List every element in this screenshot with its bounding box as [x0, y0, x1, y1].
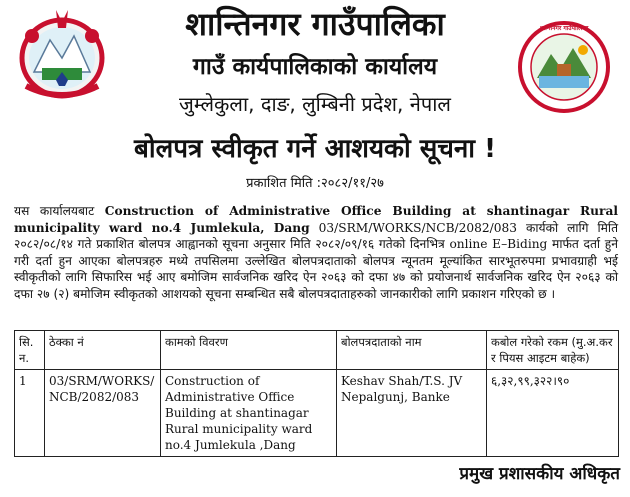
office-address: जुम्लेकुला, दाङ, लुम्बिनी प्रदेश, नेपाल	[179, 92, 451, 116]
body-contract-no: 03/SRM/WORKS/NCB/2082/083	[318, 220, 518, 235]
header-amount: कबोल गरेको रकम (मु.अ.कर र पियस आइटम बाहेक)	[487, 331, 619, 370]
cell-amount: ६,३२,९९,३२२।९०	[487, 370, 619, 457]
header-contract-no: ठेक्का नं	[45, 331, 161, 370]
body-online-label: online E–Biding	[449, 237, 548, 252]
municipality-logo-text: शान्तिनगर गाउँपालिका	[539, 25, 589, 32]
table-row	[15, 370, 619, 457]
cell-sn: 1	[15, 370, 45, 457]
body-text-part1: कार्यको लागि मिति २०८२/०८/१४ गते प्रकाशित बोलपत्र आह्वानको सूचना अनुसार मिति २०८२/०९/१६ गतेको दिनभित्र	[14, 220, 619, 252]
cell-contract-no: 03/SRM/WORKS/ NCB/2082/083	[45, 370, 161, 457]
notice-body	[14, 203, 618, 303]
header-bidder: बोलपत्रदाताको नाम	[337, 331, 487, 370]
body-project-name: Construction of Administrative Office Building at shantinagar Rural municipality ward no.4 Jumlekula, Dang	[14, 204, 618, 235]
header-sn: सि. न.	[15, 331, 45, 370]
header-description: कामको विवरण	[161, 331, 337, 370]
table-header-row	[15, 331, 619, 370]
body-text-part2: मार्फत दर्ता हुने गरी दर्ता हुन आएका बोलपत्रहरु मध्ये तपसिलमा उल्लेखित बोलपत्रदाताको बोलपत्र न्यूनतम मूल्यांकित सारभूतरुपमा प्रभावग्राही भई स्वीकृतीको लागि सिफारिस भई आए बमोजिम सार्वजनिक खरिद ऐन २०६३ को दफा ४७ को प्रयोजनार्थ सार्वजनिक खरिद ऐन २०६३ को दफा २७ (२) बमोजिम स्वीकृतको आशयको सूचना सम्बन्धित सबै बोलपत्रदाताहरुको जानकारीको लागि प्रकाशन गरिएको छ ।	[14, 237, 618, 301]
municipality-name: शान्तिनगर गाउँपालिका	[185, 5, 445, 43]
tender-table	[14, 330, 619, 457]
office-name: गाउँ कार्यपालिकाको कार्यालय	[192, 54, 438, 80]
body-intro: यस कार्यालयबाट	[14, 204, 95, 218]
cell-bidder: Keshav Shah/T.S. JV Nepalgunj, Banke	[337, 370, 487, 457]
published-date: प्रकाशित मिति :२०८२/११/२७	[246, 176, 384, 191]
signoff-title: प्रमुख प्रशासकीय अधिकृत	[459, 464, 620, 484]
cell-description: Construction of Administrative Office Building at shantinagar Rural municipality ward no.4 Jumlekula ,Dang	[161, 370, 337, 457]
notice-heading: बोलपत्र स्वीकृत गर्ने आशयको सूचना !	[134, 134, 496, 164]
